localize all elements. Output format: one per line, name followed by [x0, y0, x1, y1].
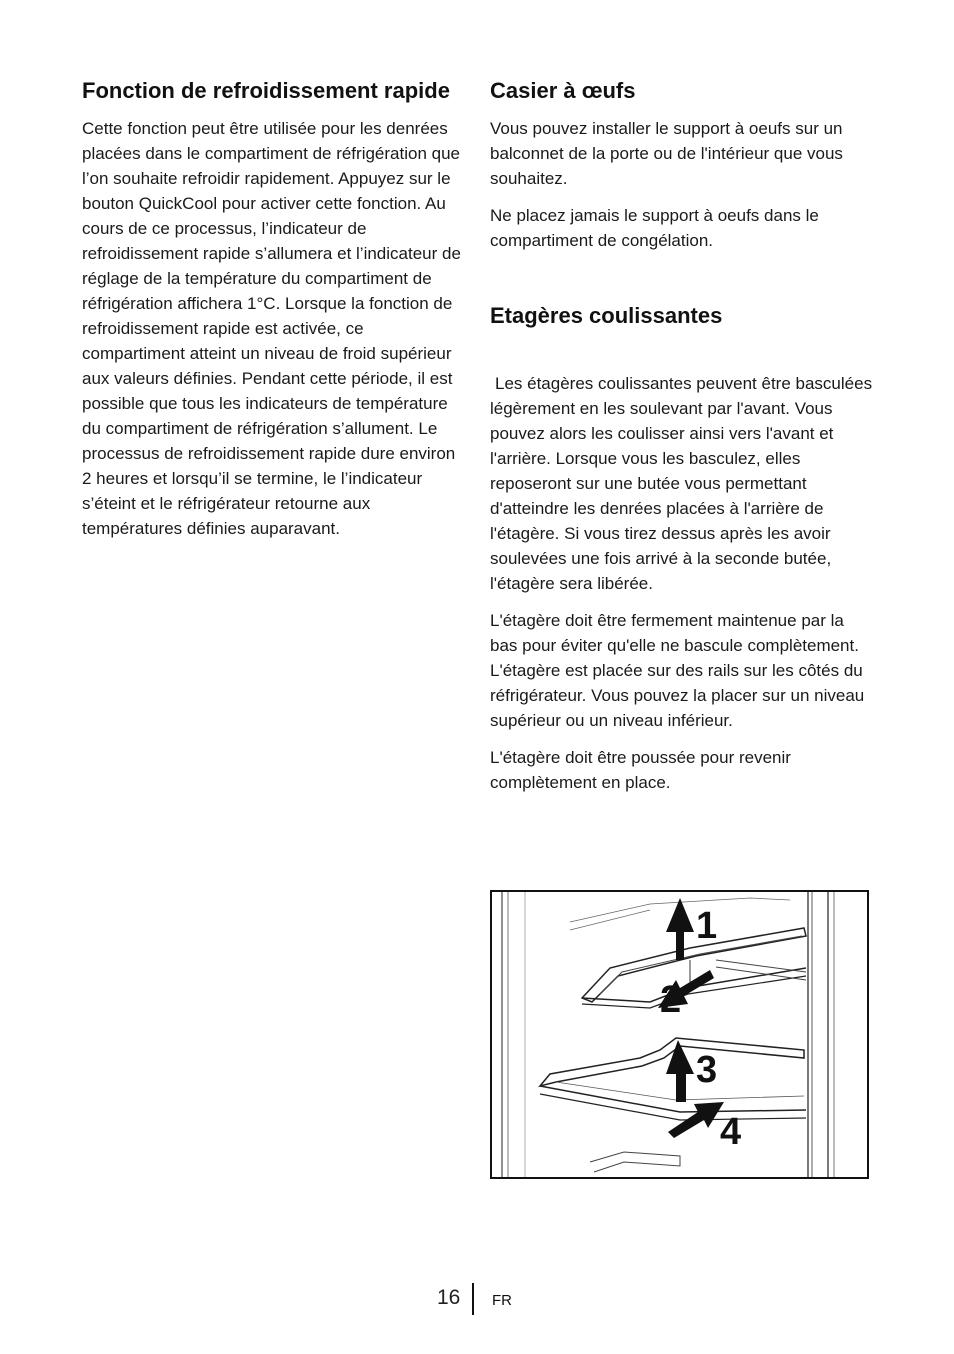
- egg-tray-heading: Casier à œufs: [490, 78, 636, 103]
- sliding-shelf-illustration: [490, 890, 869, 1179]
- step-4-label: 4: [720, 1111, 742, 1153]
- language-code: FR: [492, 1292, 512, 1309]
- sliding-shelves-paragraph-3: L'étagère doit être poussée pour revenir complètement en place.: [490, 748, 791, 792]
- left-column: [82, 76, 466, 553]
- sliding-shelves-paragraph-2: L'étagère doit être fermement maintenue par la bas pour éviter qu'elle ne bascule complètement. L'étagère est placée sur des rails sur les côtés du réfrigérateur. Vous pouvez la placer sur un niveau supérieur ou un niveau inférieur.: [490, 611, 865, 730]
- step-2-label: 2: [660, 979, 682, 1021]
- footer-divider: [472, 1283, 474, 1315]
- page-footer: [0, 1283, 954, 1317]
- quick-cool-heading: Fonction de refroidissement rapide: [82, 78, 450, 103]
- step-1-label: 1: [696, 905, 718, 947]
- egg-tray-paragraph-1: Vous pouvez installer le support à oeufs sur un balconnet de la porte ou de l'intérieur que vous souhaitez.: [490, 119, 843, 188]
- sliding-shelves-heading: Etagères coulissantes: [490, 303, 723, 328]
- quick-cool-body: Cette fonction peut être utilisée pour les denrées placées dans le compartiment de réfrigération que l’on souhaite refroidir rapidement. Appuyez sur le bouton QuickCool pour activer cette fonction. Au cours de ce processus, l’indicateur de refroidissement rapide s’allumera et l’indicateur de réglage de la température du compartiment de réfrigération affichera 1°C. Lorsque la fonction de refroidissement rapide est activée, ce compartiment atteint un niveau de froid supérieur aux valeurs définies. Pendant cette période, il est possible que tous les indicateurs de température du compartiment de réfrigération s’allument. Le processus de refroidissement rapide dure environ 2 heures et lorsqu’il se termine, le l’indicateur s’éteint et le réfrigérateur retourne aux températures définies auparavant.: [82, 119, 461, 538]
- sliding-shelves-paragraph-1: Les étagères coulissantes peuvent être basculées légèrement en les soulevant par l'avant. Vous pouvez alors les coulisser ainsi vers l'avant et l'arrière. Lorsque vous les basculez, elles reposeront sur une butée vous permettant d'atteindre les denrées placées à l'arrière de l'étagère. Si vous tirez dessus après les avoir soulevées une fois arrivé à la seconde butée, l'étagère sera libérée.: [490, 374, 873, 593]
- page-number: 16: [437, 1286, 461, 1309]
- step-3-label: 3: [696, 1049, 718, 1091]
- egg-tray-paragraph-2: Ne placez jamais le support à oeufs dans le compartiment de congélation.: [490, 206, 819, 250]
- right-column: [490, 76, 874, 807]
